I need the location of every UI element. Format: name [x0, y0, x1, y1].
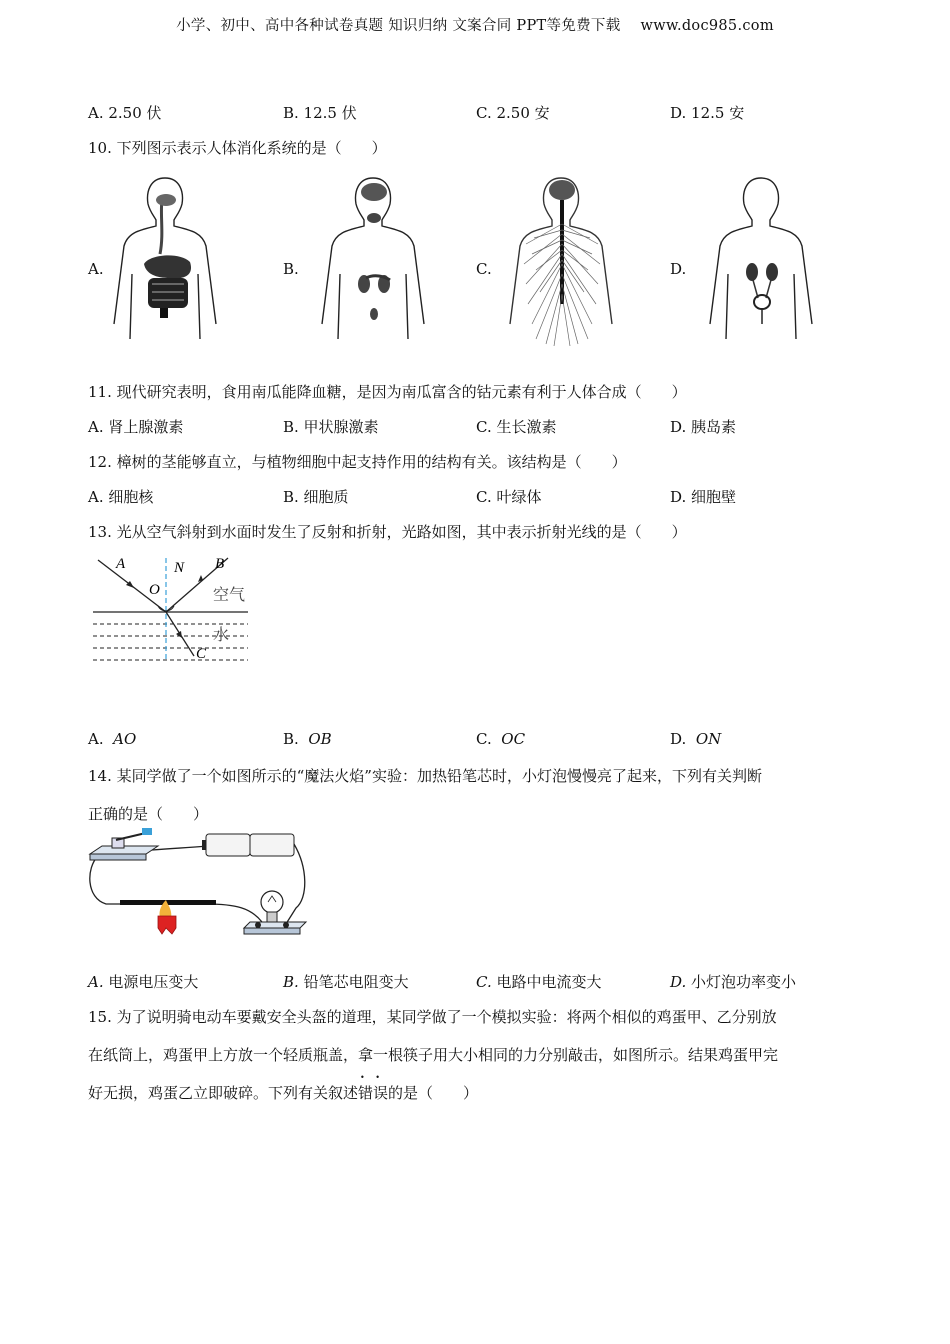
q14-option-d-letter: D.: [670, 973, 687, 991]
q10-stem: 10. 下列图示表示人体消化系统的是（ ）: [88, 139, 387, 157]
endocrine-system-figure: [318, 174, 428, 344]
q11-option-c: C. 生长激素: [476, 418, 557, 436]
q9-option-d: D. 12.5 安: [670, 104, 745, 122]
q15-line3-end: 的是（ ）: [388, 1084, 479, 1102]
q13-option-c-letter: C.: [476, 730, 492, 748]
q13-option-a-letter: A.: [88, 730, 104, 748]
q12-option-d: D. 细胞壁: [670, 488, 737, 506]
q14-option-b-text: 铅笔芯电阻变大: [303, 973, 409, 991]
q14-stem-line1: 14. 某同学做了一个如图所示的“魔法火焰”实验：加热铅笔芯时，小灯泡慢慢亮了起来，下列有关判断: [88, 767, 762, 785]
q12-option-a: A. 细胞核: [88, 488, 154, 506]
q14-option-b-letter: B.: [283, 973, 299, 991]
q9-option-c: C. 2.50 安: [476, 104, 550, 122]
q10-label-a: A.: [88, 260, 104, 278]
q15-line1: 15. 为了说明骑电动车要戴安全头盔的道理，某同学做了一个模拟实验：将两个相似的鸡蛋甲、乙分别放: [88, 1008, 777, 1026]
q11-stem: 11. 现代研究表明，食用南瓜能降血糖，是因为南瓜富含的钴元素有利于人体合成（ ）: [88, 383, 687, 401]
q14-option-a: [88, 971, 198, 992]
q12-option-b: B. 细胞质: [283, 488, 349, 506]
q13-option-a-value: AO: [113, 730, 137, 748]
q9-option-a: A. 2.50 伏: [88, 104, 162, 122]
q11-option-d: D. 胰岛素: [670, 418, 737, 436]
q15-line3: [88, 1082, 478, 1103]
q15-line2: 在纸筒上，鸡蛋甲上方放一个轻质瓶盖，拿一根筷子用大小相同的力分别敲击，如图所示。结果鸡蛋甲完: [88, 1046, 779, 1064]
label-n: N: [174, 560, 185, 576]
q14-option-c: [476, 971, 602, 992]
nervous-system-figure: [506, 174, 616, 349]
q14-option-c-text: 电路中电流变大: [496, 973, 602, 991]
q13-option-b-value: OB: [308, 730, 332, 748]
header-text: 小学、初中、高中各种试卷真题 知识归纳 文案合同 PPT等免费下载: [176, 18, 621, 34]
urinary-system-figure: [706, 174, 816, 344]
q9-option-b: B. 12.5 伏: [283, 104, 357, 122]
q15-emphasis-word: 错误 • •: [358, 1084, 388, 1102]
q11-option-a: A. 肾上腺激素: [88, 418, 184, 436]
q14-option-c-letter: C.: [476, 973, 492, 991]
q14-option-a-letter: A.: [88, 973, 104, 991]
label-b: B: [215, 556, 225, 572]
header-url[interactable]: www.doc985.com: [640, 18, 774, 34]
q10-label-b: B.: [283, 260, 299, 278]
page-header: [0, 14, 950, 35]
q10-label-d: D.: [670, 260, 687, 278]
label-air: 空气: [213, 585, 246, 604]
q10-label-c: C.: [476, 260, 492, 278]
q13-option-c: [476, 730, 525, 748]
refraction-diagram: [88, 550, 258, 670]
q13-option-d-letter: D.: [670, 730, 687, 748]
q14-option-d-text: 小灯泡功率变小: [691, 973, 797, 991]
q13-option-d-value: ON: [695, 730, 722, 748]
label-water: 水: [213, 625, 230, 644]
q14-option-a-text: 电源电压变大: [108, 973, 199, 991]
pencil-lead-circuit-figure: [86, 828, 311, 943]
q11-option-b: B. 甲状腺激素: [283, 418, 379, 436]
digestive-system-figure: [110, 174, 220, 344]
q14-stem-line2: 正确的是（ ）: [88, 805, 209, 823]
q13-option-b-letter: B.: [283, 730, 299, 748]
q14-option-d: [670, 971, 796, 992]
q13-option-a: [88, 730, 136, 748]
label-o: O: [149, 582, 160, 598]
q13-option-c-value: OC: [501, 730, 526, 748]
q13-option-d: [670, 730, 721, 748]
label-c: C: [196, 646, 207, 662]
q15-line3-start: 好无损，鸡蛋乙立即破碎。下列有关叙述: [88, 1084, 359, 1102]
q13-stem: 13. 光从空气斜射到水面时发生了反射和折射，光路如图，其中表示折射光线的是（ ）: [88, 523, 687, 541]
q12-option-c: C. 叶绿体: [476, 488, 542, 506]
q12-stem: 12. 樟树的茎能够直立，与植物细胞中起支持作用的结构有关。该结构是（ ）: [88, 453, 627, 471]
q13-option-b: [283, 730, 332, 748]
label-a: A: [116, 556, 126, 572]
q14-option-b: [283, 971, 409, 992]
